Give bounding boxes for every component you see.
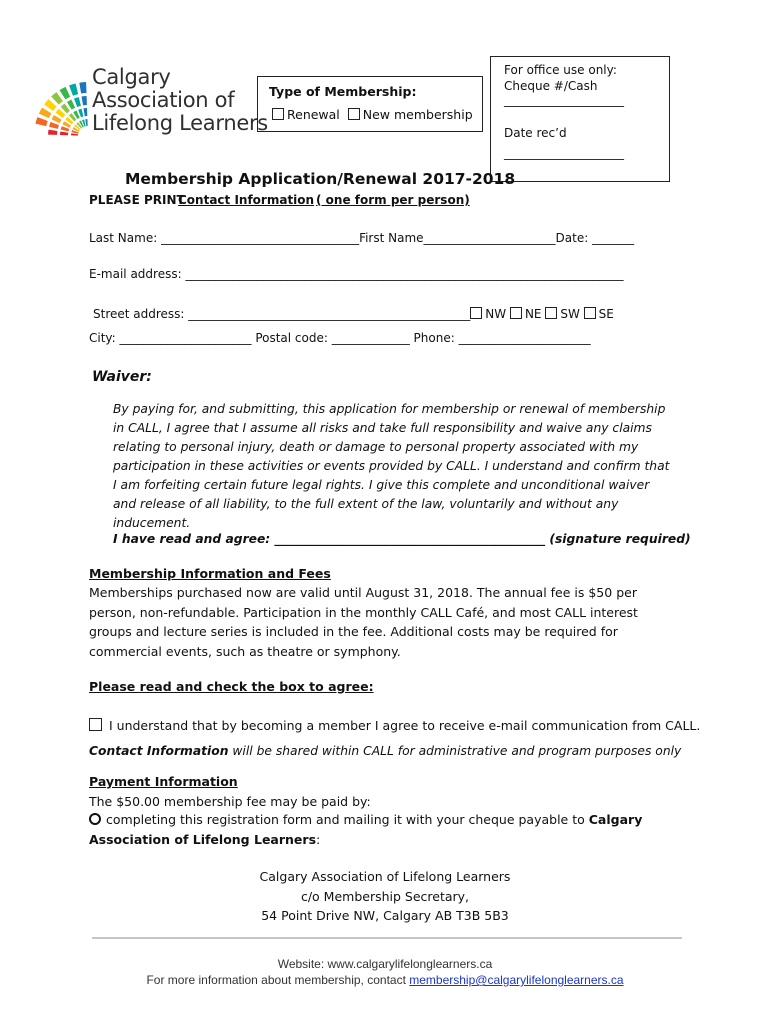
sw-label: SW [560,307,580,321]
logo-segment [79,82,86,94]
logo-line-3: Lifelong Learners [92,111,268,135]
email-field[interactable]: E-mail address: _________________________________________________________________________ [89,267,624,281]
renewal-label: Renewal [287,107,340,122]
signature-line[interactable]: I have read and agree: ____________________________________________ (signature required) [113,532,691,546]
ne-label: NE [524,307,542,321]
renewal-checkbox[interactable] [272,108,284,120]
logo-segment [48,130,57,135]
logo-segment [61,126,70,131]
sw-checkbox[interactable] [545,307,557,319]
payment-option [89,810,679,850]
contact-sharing-bold: Contact Information [89,744,229,758]
logo-line-2: Association of [92,88,235,112]
mailing-address [0,867,770,926]
logo-segment [71,133,78,135]
office-use-box [490,56,670,182]
agree-heading: Please read and check the box to agree: [89,679,374,694]
email-consent-label: I understand that by becoming a member I agree to receive e-mail communication from CALL. [108,718,701,733]
city-postal-phone-fields[interactable]: City: ______________________ Postal code: _____________ Phone: ______________________ [89,331,591,345]
email-consent-checkbox[interactable] [89,718,102,731]
office-use-title: For office use only: [504,63,617,77]
contact-sharing-note [89,744,681,758]
footer-website: Website: www.calgarylifelonglearners.ca [277,957,493,971]
membership-email-link[interactable]: membership@calgarylifelonglearners.ca [409,973,624,987]
fees-text: Memberships purchased now are valid until August 31, 2018. The annual fee is $50 per person, non-refundable. Participation in the monthly CALL Café, and most CALL interest groups and lecture series is included in the fee. Additional costs may be required for commercial events, such as theatre or symphony. [89,585,638,659]
fees-heading: Membership Information and Fees [89,566,331,581]
street-address-label: Street address: _______________________________________________ [93,307,471,321]
payment-intro: The $50.00 membership fee may be paid by: [89,794,371,809]
nw-checkbox[interactable] [470,307,482,319]
footer-contact-prefix: For more information about membership, contact [146,973,410,987]
logo-segment [44,99,56,111]
ne-checkbox[interactable] [510,307,522,319]
footer-contact [0,972,770,988]
logo-segment [52,115,62,123]
name-date-fields[interactable]: Last Name: _________________________________First Name______________________Date: _______ [89,231,635,245]
contact-information-label: Contact Information [178,193,315,207]
payment-option-text: completing this registration form and mailing it with your cheque payable to [106,812,589,827]
payment-heading: Payment Information [89,774,238,789]
logo-segment [69,83,78,95]
contact-sharing-rest: will be shared within CALL for administrative and program purposes only [228,744,682,758]
address-line-1: Calgary Association of Lifelong Learners [259,869,511,884]
payee-name: Calgary Association of Lifelong Learners [89,812,643,847]
membership-type-options [272,107,473,122]
logo-wordmark [92,66,268,135]
membership-type-title: Type of Membership: [269,84,417,99]
form-title: Membership Application/Renewal 2017-2018 [125,170,516,188]
please-print-label: PLEASE PRINT [89,193,185,207]
se-label: SE [598,307,614,321]
address-line-2: c/o Membership Secretary, [300,888,470,904]
logo-segment [35,117,47,126]
logo-segment [67,100,75,110]
street-address-field[interactable] [93,307,614,321]
nw-label: NW [485,307,507,321]
logo-segment [82,96,87,105]
new-membership-checkbox[interactable] [348,108,360,120]
date-received-line[interactable]: ____________________ [504,146,624,160]
payment-radio-icon[interactable] [89,813,101,825]
logo-segment [39,108,52,119]
footer-divider [92,937,682,939]
cheque-cash-line[interactable]: ____________________ [504,93,624,107]
address-line-3: 54 Point Drive NW, Calgary AB T3B 5B3 [261,908,509,923]
membership-type-box [257,76,483,132]
logo-segment [51,92,63,104]
one-form-note: ( one form per person) [316,193,470,207]
logo-segment [49,122,59,129]
logo-segment [78,109,83,118]
cheque-cash-label: Cheque #/Cash [504,79,598,93]
logo-segment [74,97,81,107]
email-consent-row[interactable] [89,718,700,733]
se-checkbox[interactable] [584,307,596,319]
date-received-label: Date rec’d [504,126,567,140]
payment-suffix: : [316,832,321,847]
waiver-text: By paying for, and submitting, this application for membership or renewal of membership in CALL, I agree that I assume all risks and take full responsibility and waive any claims relating to personal injury, death or damage to personal property associated with my participation in these activities or events provided by CALL. I understand and confirm that I am forfeiting certain future legal rights. I give this complete and unconditional waiver and release of all liability, to the full extent of the law, voluntarily and without any inducement. [113,402,670,530]
logo-segment [85,119,87,126]
logo-segment [60,87,71,100]
logo-line-1: Calgary [92,65,171,89]
logo-sunburst-icon [35,82,87,136]
new-membership-label: New membership [362,107,473,122]
logo-segment [60,132,68,136]
waiver-heading: Waiver: [92,369,152,385]
logo-segment [84,108,88,116]
footer [0,956,770,988]
